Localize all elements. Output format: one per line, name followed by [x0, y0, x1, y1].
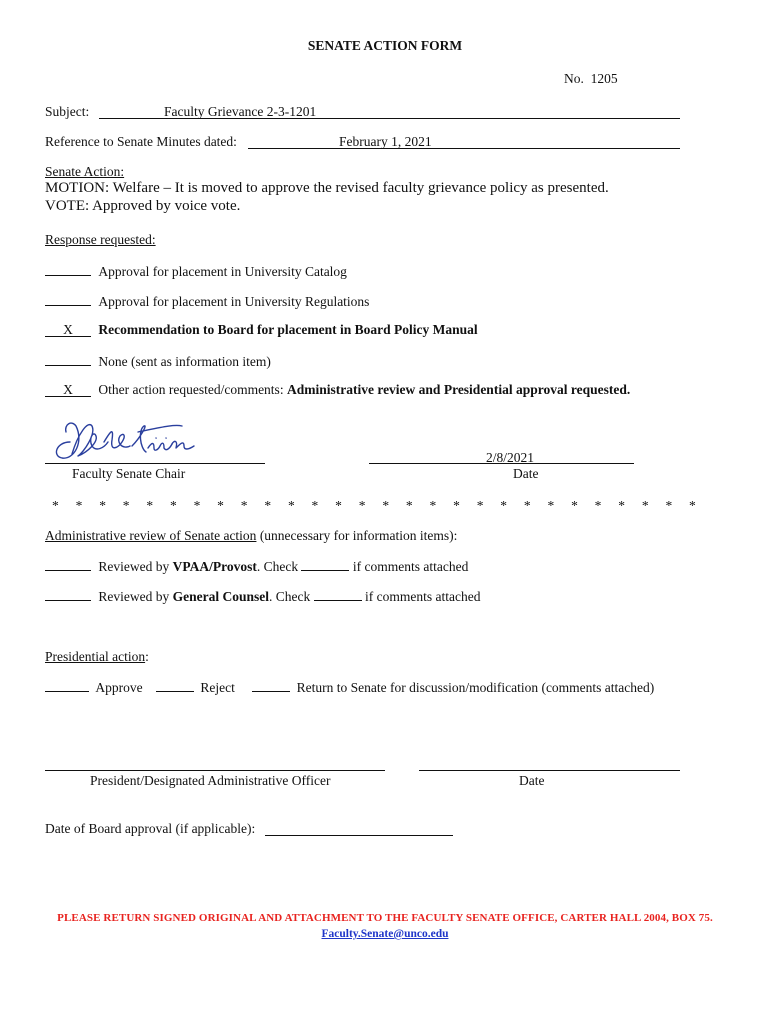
vpaa-pre: Reviewed by: [98, 559, 173, 574]
response-checkbox-board[interactable]: X: [45, 323, 91, 337]
counsel-post: . Check: [268, 589, 314, 604]
admin-review-label: Administrative review of Senate action: [45, 528, 257, 543]
presidential-label: Presidential action: [45, 649, 146, 664]
signature-date-label: Date: [513, 466, 539, 481]
response-item-text: None (sent as information item): [98, 354, 271, 369]
reject-label: Reject: [200, 680, 235, 695]
counsel-comments-blank[interactable]: [314, 588, 362, 601]
return-notice: PLEASE RETURN SIGNED ORIGINAL AND ATTACHMENT TO THE FACULTY SENATE OFFICE, CARTER HALL 2004, BOX 75.: [57, 912, 713, 924]
response-item-text: Approval for placement in University Catalog: [98, 264, 347, 279]
star: *: [665, 498, 673, 513]
approve-blank[interactable]: [45, 679, 89, 692]
star-separator: [52, 498, 713, 514]
approve-label: Approve: [95, 680, 143, 695]
star: *: [500, 498, 508, 513]
star: *: [217, 498, 224, 513]
board-approval-label: Date of Board approval (if applicable):: [45, 821, 256, 836]
subject-label: Subject:: [45, 104, 90, 119]
admin-review-counsel: [45, 588, 480, 605]
response-requested-heading: [45, 232, 156, 248]
star: *: [99, 498, 106, 513]
chair-signature-image: [48, 412, 218, 464]
senate-action-label: Senate Action:: [45, 164, 125, 179]
form-title: SENATE ACTION FORM: [307, 38, 463, 53]
officer-signature-line: [45, 770, 385, 771]
admin-review-heading: [45, 528, 457, 544]
star: *: [571, 498, 578, 513]
officer-label: President/Designated Administrative Officer: [90, 773, 331, 788]
presidential-options: [45, 679, 654, 696]
response-item: [45, 262, 347, 280]
vpaa-post: . Check: [256, 559, 302, 574]
chair-signature-line: [45, 463, 265, 464]
return-blank[interactable]: [252, 679, 290, 692]
star: *: [689, 498, 696, 513]
senate-email-link[interactable]: Faculty.Senate@unco.edu: [321, 928, 449, 940]
star: *: [382, 498, 390, 513]
star: *: [193, 498, 201, 513]
response-item-bold: Administrative review and Presidential approval requested.: [286, 382, 631, 397]
form-number-label: No.: [564, 71, 584, 86]
vpaa-review-blank[interactable]: [45, 558, 91, 571]
star: *: [240, 498, 248, 513]
return-label: Return to Senate for discussion/modification (comments attached): [296, 680, 655, 695]
star: *: [287, 498, 295, 513]
star: *: [547, 498, 555, 513]
response-checkbox-none[interactable]: [45, 352, 91, 366]
response-item: [45, 322, 478, 338]
response-item-text: Approval for placement in University Regulations: [98, 294, 370, 309]
star: *: [523, 498, 531, 513]
star: *: [311, 498, 319, 513]
form-number: [564, 71, 618, 87]
officer-date-line: [419, 770, 680, 771]
counsel-comments-text: if comments attached: [361, 589, 481, 604]
response-item: [45, 292, 369, 310]
vpaa-comments-blank[interactable]: [301, 558, 349, 571]
star: *: [618, 498, 625, 513]
chair-label: Faculty Senate Chair: [72, 466, 186, 481]
star: *: [146, 498, 154, 513]
star: *: [476, 498, 484, 513]
subject-value: Faculty Grievance 2-3-1201: [164, 104, 317, 119]
counsel-review-blank[interactable]: [45, 588, 91, 601]
response-requested-label: Response requested:: [45, 232, 156, 247]
star: *: [429, 498, 437, 513]
star: *: [335, 498, 342, 513]
reject-blank[interactable]: [156, 679, 194, 692]
star: *: [453, 498, 460, 513]
counsel-label: General Counsel: [172, 589, 269, 604]
vpaa-label: VPAA/Provost: [172, 559, 257, 574]
officer-date-label: Date: [519, 773, 545, 788]
response-item-bold: Recommendation to Board for placement in Board Policy Manual: [98, 322, 478, 337]
star: *: [52, 498, 59, 513]
response-item: [45, 382, 630, 398]
response-item-text: Other action requested/comments:: [98, 382, 287, 397]
vote-text: VOTE: Approved by voice vote.: [45, 198, 241, 214]
response-item: [45, 352, 271, 370]
admin-review-note: (unnecessary for information items):: [256, 528, 458, 543]
presidential-colon: :: [145, 649, 149, 664]
star: *: [405, 498, 413, 513]
reference-value: February 1, 2021: [339, 134, 432, 149]
star: *: [169, 498, 177, 513]
motion-text: MOTION: Welfare – It is moved to approve the revised faculty grievance policy as presented.: [45, 180, 609, 196]
counsel-pre: Reviewed by: [98, 589, 173, 604]
response-checkbox-regulations[interactable]: [45, 292, 91, 306]
star: *: [641, 498, 649, 513]
star: *: [122, 498, 130, 513]
board-approval-line[interactable]: [265, 835, 453, 836]
star: *: [594, 498, 602, 513]
signature-date-line: [369, 463, 634, 464]
reference-underline: [248, 148, 680, 149]
signature-date-value: 2/8/2021: [486, 450, 535, 465]
response-checkbox-other[interactable]: X: [45, 383, 91, 397]
star: *: [75, 498, 83, 513]
star: *: [358, 498, 366, 513]
form-number-value: 1205: [590, 71, 618, 86]
vpaa-comments-text: if comments attached: [349, 559, 469, 574]
presidential-heading: [45, 649, 149, 665]
admin-review-vpaa: [45, 558, 468, 575]
reference-label: Reference to Senate Minutes dated:: [45, 134, 237, 149]
response-checkbox-catalog[interactable]: [45, 262, 91, 276]
star: *: [264, 498, 272, 513]
